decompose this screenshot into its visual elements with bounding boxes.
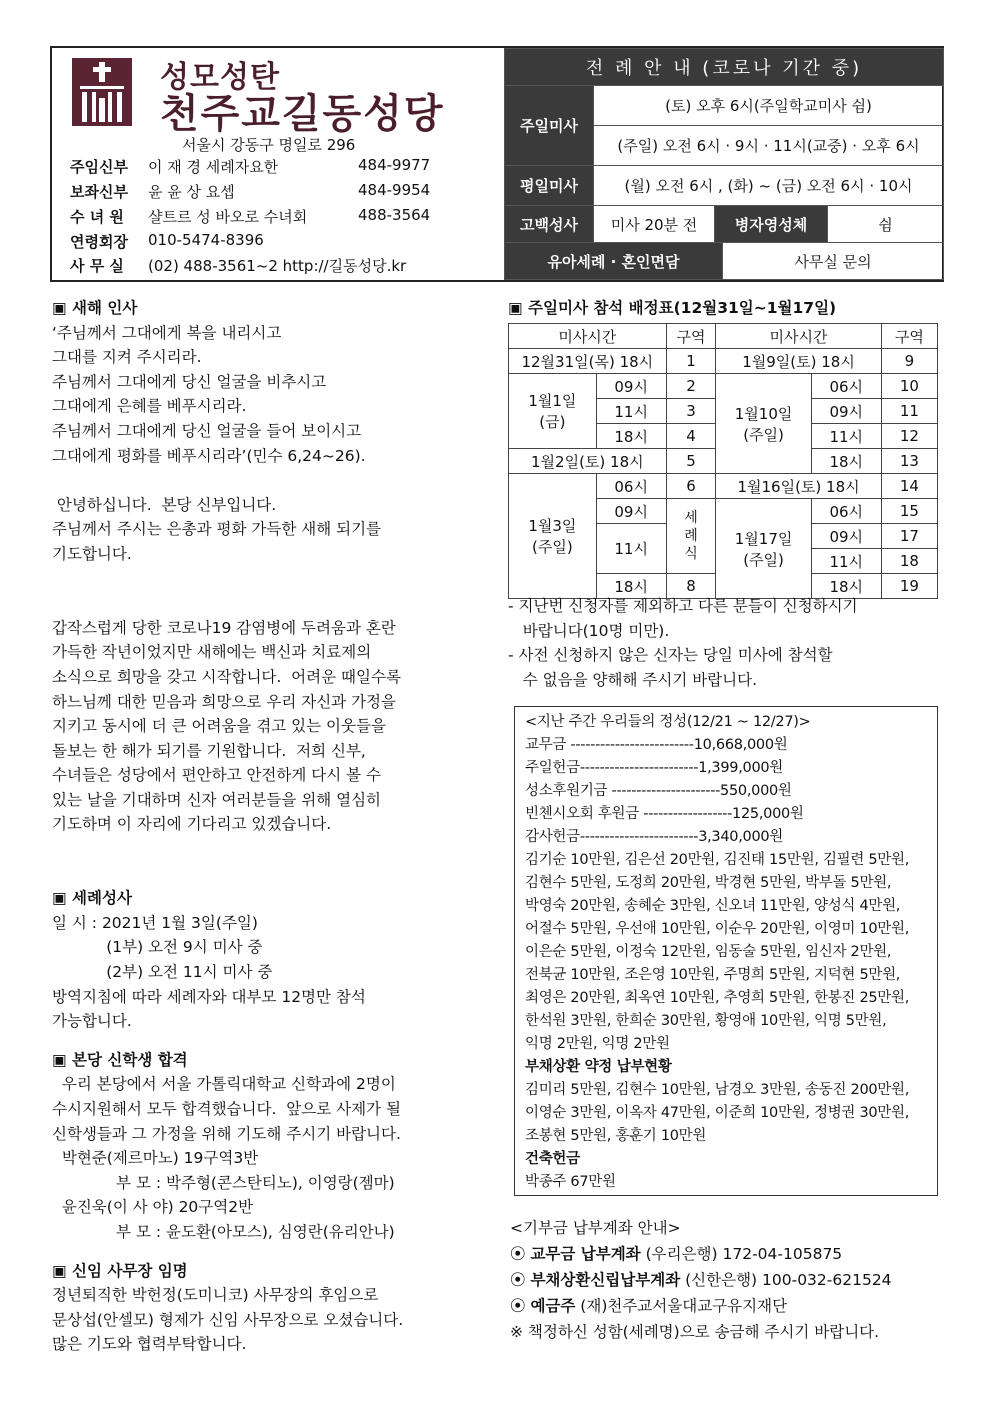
mass-time: 1월2일(토) 18시 xyxy=(509,449,667,474)
section-baptism-title: ▣ 세례성사 xyxy=(52,889,132,908)
staff-name: 이 재 경 세례자요한 xyxy=(148,158,279,176)
weekday-mass-line: (월) 오전 6시 , (화) ~ (금) 오전 6시 · 10시 xyxy=(594,166,944,206)
offering-line: 김기순 10만원, 김은선 20만원, 김진태 15만원, 김필련 5만원, xyxy=(525,852,910,868)
offering-line: 어절수 5만원, 우선애 10만원, 이순우 20만원, 이영미 10만원, xyxy=(525,921,910,937)
zone: 12 xyxy=(881,424,937,449)
offering-line: 박영숙 20만원, 송혜순 3만원, 신오녀 11만원, 양성식 4만원, xyxy=(525,898,901,914)
mass-time: 18시 xyxy=(596,574,666,599)
zone: 18 xyxy=(881,549,937,574)
baptism-title-text: 세례성사 xyxy=(72,889,132,908)
text-line: 가능합니다. xyxy=(52,1012,132,1031)
mass-date: 1월17일 (주일) xyxy=(716,499,811,599)
mass-time: 11시 xyxy=(811,549,881,574)
mass-time: 09시 xyxy=(596,374,666,399)
mass-time: 18시 xyxy=(596,424,666,449)
text-line: (2부) 오전 11시 미사 중 xyxy=(52,963,273,982)
baptism-body xyxy=(52,911,492,1034)
mass-time: 09시 xyxy=(811,524,881,549)
account-label: 교무금 납부계좌 xyxy=(530,1245,641,1263)
offering-line: 전북균 10만원, 조은영 10만원, 주명희 5만원, 지덕현 5만원, xyxy=(525,967,901,983)
text-line: 기도하며 이 자리에 기다리고 있겠습니다. xyxy=(52,815,332,834)
schedule-title: ▣ 주일미사 참석 배정표(12월31일~1월17일) xyxy=(508,299,837,317)
account-row: ⦿ 예금주 (재)천주교서울대교구유지재단 xyxy=(510,1297,788,1315)
mass-time: 1월9일(토) 18시 xyxy=(716,349,881,374)
offering-line: 빈첸시오회 후원금 ------------------125,000원 xyxy=(525,806,804,822)
text-line: 수녀들은 성당에서 편안하고 안전하게 다시 볼 수 xyxy=(52,766,382,785)
account-note: ※ 책정하신 성함(세례명)으로 송금해 주시기 바랍니다. xyxy=(510,1323,880,1341)
office-contact: (02) 488-3561~2 http://길동성당.kr xyxy=(148,257,407,275)
mass-guide xyxy=(504,48,944,280)
parish-name: 천주교길동성당 xyxy=(160,91,445,137)
text-line: 하느님께 대한 믿음과 희망으로 우리 자신과 가정을 xyxy=(52,692,396,711)
mass-time: 09시 xyxy=(811,399,881,424)
offering-lines xyxy=(525,711,927,1056)
zone: 2 xyxy=(666,374,716,399)
account-value: (재)천주교서울대교구유지재단 xyxy=(580,1297,788,1315)
zone: 8 xyxy=(666,574,716,599)
mass-guide-title: 전 례 안 내 (코로나 기간 중) xyxy=(505,49,944,86)
mass-date: 1월1일 (금) xyxy=(509,374,597,449)
header-time: 미사시간 xyxy=(716,324,881,349)
text-line xyxy=(52,468,492,493)
mass-time: 06시 xyxy=(811,374,881,399)
offering-line: 한석원 3만원, 한희순 30만원, 황영애 10만원, 익명 5만원, xyxy=(525,1013,887,1029)
parish-address: 서울시 강동구 명일로 296 xyxy=(182,136,356,154)
bulletin-header xyxy=(50,46,944,282)
mass-time: 06시 xyxy=(596,474,666,499)
zone: 4 xyxy=(666,424,716,449)
text-line: 가득한 작년이었지만 새해에는 백신과 치료제의 xyxy=(52,643,372,662)
text-line: 문상섭(안셀모) 형제가 신임 사무장으로 오셨습니다. xyxy=(52,1310,404,1329)
staff-name: 샬트르 성 바오로 수녀회 xyxy=(148,208,308,226)
church-logo xyxy=(72,58,132,126)
text-line xyxy=(52,567,492,592)
text-line: 우리 본당에서 서울 가톨릭대학교 신학과에 2명이 xyxy=(52,1075,396,1094)
note-line: 수 없음을 양해해 주시기 바랍니다. xyxy=(508,670,758,689)
staff-phone: 488-3564 xyxy=(358,206,431,224)
text-line: 윤진욱(이 사 야) 20구역2반 xyxy=(52,1198,254,1217)
text-line: 소식으로 희망을 갖고 시작합니다. 어려운 때일수록 xyxy=(52,667,401,686)
mass-time: 11시 xyxy=(596,524,666,574)
left-column xyxy=(52,296,492,1357)
offering-box xyxy=(514,706,938,1196)
office-title-text: 신임 사무장 임명 xyxy=(72,1261,188,1280)
zone: 15 xyxy=(881,499,937,524)
text-line: (1부) 오전 9시 미사 중 xyxy=(52,938,263,957)
text-line: 있는 날을 기대하며 신자 여러분들을 위해 열심히 xyxy=(52,790,382,809)
staff-role: 수 녀 원 xyxy=(70,208,124,226)
text-line: 수시지원해서 모두 합격했습니다. 앞으로 사제가 될 xyxy=(52,1100,401,1118)
offering-line: 감사헌금------------------------3,340,000원 xyxy=(525,829,784,845)
schedule-notes xyxy=(508,594,940,692)
seminary-body xyxy=(52,1072,492,1244)
account-row: ⦿ 교무금 납부계좌 (우리은행) 172-04-105875 xyxy=(510,1245,843,1263)
staff-phone: 484-9954 xyxy=(358,181,431,199)
staff-phone: 484-9977 xyxy=(358,156,431,174)
mass-time: 09시 xyxy=(596,499,666,524)
text-line: 박현준(제르마노) 19구역3반 xyxy=(52,1149,259,1168)
offering-line: 주일헌금------------------------1,399,000원 xyxy=(525,760,784,776)
mass-time: 11시 xyxy=(811,424,881,449)
text-line: 주님께서 주시는 은총과 평화 가득한 새해 되기를 xyxy=(52,520,382,539)
zone: 17 xyxy=(881,524,937,549)
header-zone: 구역 xyxy=(666,324,716,349)
zone: 13 xyxy=(881,449,937,474)
offering-line: <지난 주간 우리들의 정성(12/21 ~ 12/27)> xyxy=(525,714,811,730)
mass-guide-table xyxy=(504,48,944,280)
note-line: - 사전 신청하지 않은 신자는 당일 미사에 참석할 xyxy=(508,646,833,665)
text-line: 신학생들과 그 가정을 위해 기도해 주시기 바랍니다. xyxy=(52,1124,401,1143)
baptism-interview-label: 유아세례 · 혼인면담 xyxy=(505,243,722,279)
sunday-mass-line: (주일) 오전 6시 · 9시 · 11시(교중) · 오후 6시 xyxy=(594,126,944,166)
account-label: 부채상환신립납부계좌 xyxy=(530,1271,681,1289)
sick-communion-label: 병자영성체 xyxy=(715,206,828,242)
text-line: 방역지침에 따라 세례자와 대부모 12명만 참석 xyxy=(52,987,366,1006)
mass-time: 12월31일(목) 18시 xyxy=(509,349,667,374)
mass-time: 11시 xyxy=(596,399,666,424)
schedule-title-text: 주일미사 참석 배정표(12월31일~1월17일) xyxy=(528,299,837,317)
text-line: 안녕하십니다. 본당 신부입니다. xyxy=(52,495,277,514)
header-time: 미사시간 xyxy=(509,324,667,349)
zone: 5 xyxy=(666,449,716,474)
text-line: 일 시 : 2021년 1월 3일(주일) xyxy=(52,913,258,932)
staff-role: 사 무 실 xyxy=(70,257,124,275)
text-line: 그대를 지켜 주시리라. xyxy=(52,348,202,367)
mass-time: 06시 xyxy=(811,499,881,524)
header-zone: 구역 xyxy=(881,324,937,349)
text-line: 그대에게 평화를 베푸시리라’(민수 6,24~26). xyxy=(52,446,366,465)
building-title: 건축헌금 xyxy=(525,1151,580,1167)
staff-role: 연령회장 xyxy=(70,233,128,251)
office-body xyxy=(52,1283,492,1357)
parish-info xyxy=(52,48,504,280)
sunday-mass-label: 주일미사 xyxy=(505,86,594,166)
text-line: 주님께서 그대에게 당신 얼굴을 들어 보이시고 xyxy=(52,421,362,440)
mass-date: 1월3일 (주일) xyxy=(509,474,597,599)
note-line: 바랍니다(10명 미만). xyxy=(508,621,670,640)
confession-label: 고백성사 xyxy=(505,206,594,243)
mass-date: 1월10일 (주일) xyxy=(716,374,811,474)
text-line: 그대에게 은혜를 베푸시리라. xyxy=(52,397,247,416)
text-line: 정년퇴직한 박헌정(도미니코) 사무장의 후임으로 xyxy=(52,1286,379,1305)
account-value: (신한은행) 100-032-621524 xyxy=(685,1271,892,1289)
text-line: 주님께서 그대에게 당신 얼굴을 비추시고 xyxy=(52,372,327,391)
account-value: (우리은행) 172-04-105875 xyxy=(645,1245,843,1263)
seminary-title-text: 본당 신학생 합격 xyxy=(72,1050,188,1069)
account-row: ⦿ 부채상환신립납부계좌 (신한은행) 100-032-621524 xyxy=(510,1271,892,1289)
debt-line: 이영순 3만원, 이옥자 47만원, 이준희 10만원, 정병권 30만원, xyxy=(525,1105,910,1121)
greeting-body xyxy=(52,321,492,837)
text-line: 기도합니다. xyxy=(52,544,132,563)
zone: 9 xyxy=(881,349,937,374)
baptism-interview-value: 사무실 문의 xyxy=(723,243,944,280)
feast-name: 성모성탄 xyxy=(160,60,280,95)
building-line: 박종주 67만원 xyxy=(525,1174,616,1190)
schedule-table xyxy=(508,323,938,599)
zone: 3 xyxy=(666,399,716,424)
debt-lines xyxy=(525,1079,927,1148)
confession-value: 미사 20분 전 xyxy=(594,206,715,242)
section-seminary-title: ▣ 본당 신학생 합격 xyxy=(52,1050,188,1069)
offering-line: 김현수 5만원, 도정희 20만원, 박경현 5만원, 박부돌 5만원, xyxy=(525,875,892,891)
zone: 14 xyxy=(881,474,937,499)
text-line: 돌보는 한 해가 되기를 기원합니다. 저희 신부, xyxy=(52,741,366,760)
text-line: 부 모 : 윤도환(아모스), 심영란(유리안나) xyxy=(52,1222,395,1241)
text-line: 갑작스럽게 당한 코로나19 감염병에 두려움과 혼란 xyxy=(52,618,396,637)
zone: 11 xyxy=(881,399,937,424)
zone: 1 xyxy=(666,349,716,374)
offering-line: 이은순 5만원, 이정숙 12만원, 임동술 5만원, 임신자 2만원, xyxy=(525,944,892,960)
text-line: 부 모 : 박주형(콘스탄티노), 이영랑(젬마) xyxy=(52,1173,395,1192)
mass-time: 18시 xyxy=(811,449,881,474)
offering-line: 교무금 -------------------------10,668,000원 xyxy=(525,737,788,753)
text-line: ‘주님께서 그대에게 복을 내리시고 xyxy=(52,323,282,342)
text-line: 지키고 동시에 더 큰 어려움을 겪고 있는 이웃들을 xyxy=(52,717,386,736)
zone: 10 xyxy=(881,374,937,399)
sunday-mass-line: (토) 오후 6시(주일학교미사 쉼) xyxy=(594,86,944,126)
debt-line: 김미리 5만원, 김현수 10만원, 남경오 3만원, 송동진 200만원, xyxy=(525,1082,910,1098)
zone-baptism: 세례식 xyxy=(666,499,716,574)
staff-name: 010-5474-8396 xyxy=(148,231,264,249)
mass-time: 18시 xyxy=(811,574,881,599)
debt-title: 부채상환 약정 납부현황 xyxy=(525,1059,672,1075)
staff-name: 윤 윤 상 요셉 xyxy=(148,183,235,201)
note-line: - 지난번 신청자를 제외하고 다른 분들이 신청하시기 xyxy=(508,597,858,615)
greeting-title-text: 새해 인사 xyxy=(72,299,138,317)
debt-line: 조봉현 5만원, 홍훈기 10만원 xyxy=(525,1128,707,1144)
account-section xyxy=(510,1215,940,1345)
zone: 19 xyxy=(881,574,937,599)
staff-role: 보좌신부 xyxy=(70,183,128,201)
account-label: 예금주 xyxy=(530,1297,576,1315)
mass-time: 1월16일(토) 18시 xyxy=(716,474,881,499)
text-line: 많은 기도와 협력부탁합니다. xyxy=(52,1335,247,1354)
zone: 6 xyxy=(666,474,716,499)
section-office-title: ▣ 신임 사무장 임명 xyxy=(52,1261,188,1280)
offering-line: 익명 2만원, 익명 2만원 xyxy=(525,1036,670,1052)
sick-communion-value: 쉼 xyxy=(878,215,893,234)
schedule-section xyxy=(508,296,940,321)
offering-line: 성소후원기금 ----------------------550,000원 xyxy=(525,783,792,799)
text-line xyxy=(52,591,492,616)
account-title: <기부금 납부계좌 안내> xyxy=(510,1219,681,1237)
weekday-mass-label: 평일미사 xyxy=(505,166,594,206)
offering-line: 최영은 20만원, 최옥연 10만원, 추영희 5만원, 한봉진 25만원, xyxy=(525,990,910,1006)
section-greeting-title: ▣ 새해 인사 xyxy=(52,299,138,317)
staff-role: 주임신부 xyxy=(70,158,128,176)
